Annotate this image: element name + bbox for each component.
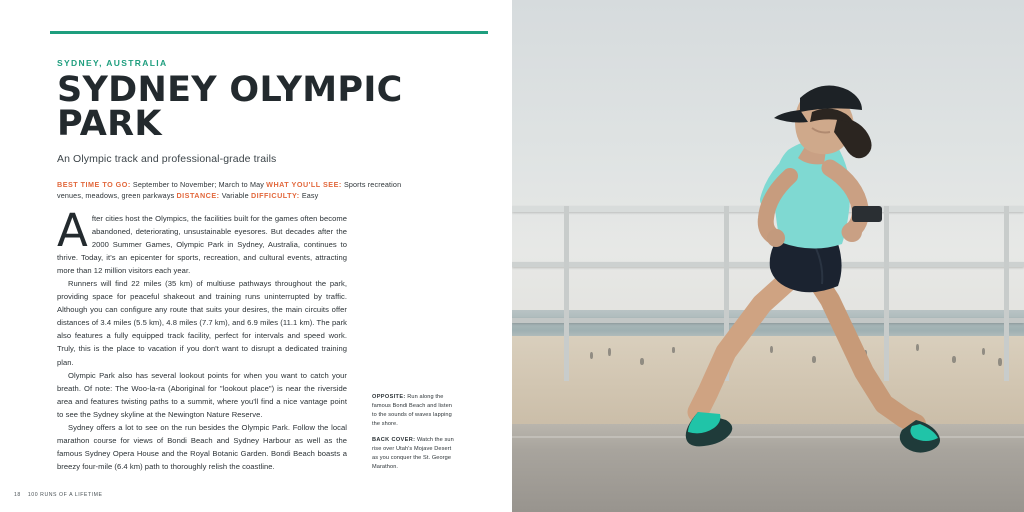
sport-watch [852,206,882,222]
running-cap [800,86,862,113]
caption-label: BACK COVER: [372,437,416,444]
what-youll-see-value: Sports recreation venues, meadows, green parkways [57,179,402,201]
page-header [57,58,487,202]
article-body [57,204,347,473]
what-youll-see-label: WHAT YOU'LL SEE: [266,179,342,189]
best-time-value: September to November; March to May [132,179,265,189]
drop-cap: A [57,204,88,257]
page-title: SYDNEY OLYMPIC PARK [57,70,403,145]
page-subtitle: An Olympic track and professional-grade trails [57,152,277,165]
hand-left [767,229,785,247]
caption-label: OPPOSITE: [372,394,406,400]
body-paragraph: Olympic Park also has several lookout points for when you want to catch your breath. Of note: The Woo-la-ra (Aboriginal for "lookout place") is near the riverside area and features twisting paths to a summit, where you'll find a nice vantage point to see the Sydney skyline at the Newington Nature Reserve. [57,370,347,419]
distance-value: Variable [221,191,249,201]
distance-label: DISTANCE: [176,191,220,201]
body-paragraph: Runners will find 22 miles (35 km) of multiuse pathways throughout the park, providing space for peaceful shakeout and training runs uninterrupted by traffic. Although you can configure any route that suits your desires, the main circuits offer distances of 3.4 miles (5.5 km), 4.8 miles (7.7 km), and 6.9 miles (11.1 km). The park also features a fully equipped track facility, perfect for intervals and speed work. Truly, this is the place to vacation if you don't want to disrupt a dedicated training plan. [57,279,347,367]
caption-text: Watch the sun rise over Utah's Mojave Desert as you conquer the St. George Marathon. [372,437,454,471]
header-rule [50,31,488,34]
caption-text: Run along the famous Bondi Beach and listen to the sounds of waves lapping the shore. [372,394,453,428]
body-paragraph [57,204,347,277]
difficulty-label: DIFFICULTY: [250,191,300,201]
runner-figure [512,0,1024,512]
folio-number: 18 [14,492,21,498]
caption-opposite [372,393,458,429]
photo-captions [372,393,458,479]
best-time-label: BEST TIME TO GO: [57,179,131,189]
location-kicker: SYDNEY, AUSTRALIA [57,58,168,68]
right-photo-page [512,0,1024,512]
hand-right [842,222,862,242]
folio [14,492,103,498]
body-paragraph-text: fter cities host the Olympics, the facilities built for the games often become abandoned, deteriorating, unsustainable eyesores. But decades after the 2000 Summer Games, Olympic Park in Sydney, Australia, continues to thrive. Today, it's an epicenter for sports, recreation, and cultural events, attracting more than 12 million visitors each year. [57,214,347,276]
difficulty-value: Easy [301,191,319,201]
caption-back-cover [372,436,458,472]
body-paragraph: Sydney offers a lot to see on the run besides the Olympic Park. Follow the local marathon course for views of Bondi Beach and Sydney Harbour as well as the famous Sydney Opera House and the Royal Botanic Garden. Bondi Beach boasts a breezy four-mile (6.4 km) path to thoroughly relish the coastline. [57,422,347,471]
folio-title: 100 RUNS OF A LIFETIME [27,492,103,498]
trip-meta [57,179,402,202]
